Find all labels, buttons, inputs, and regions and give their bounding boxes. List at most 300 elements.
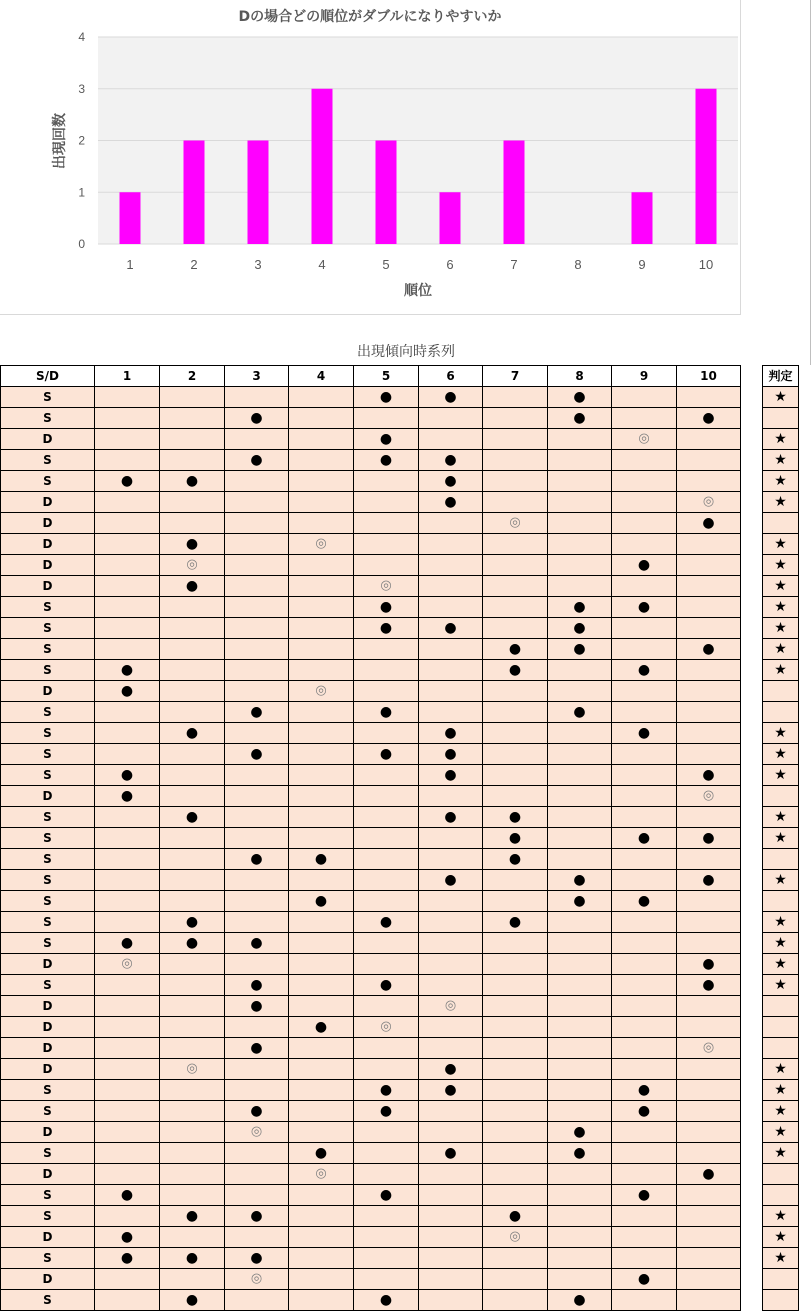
- rank-cell: ●: [95, 681, 160, 702]
- rank-cell: ●: [612, 1080, 677, 1101]
- x-tick-label: 10: [698, 257, 714, 272]
- judge-cell: ★: [763, 1248, 799, 1269]
- sd-cell: S: [1, 1290, 95, 1311]
- rank-cell: ●: [225, 933, 289, 954]
- rank-cell: [483, 555, 548, 576]
- rank-cell: [225, 513, 289, 534]
- rank-cell: [95, 891, 160, 912]
- rank-cell: [354, 513, 419, 534]
- rank-cell: [354, 1122, 419, 1143]
- rank-cell: [354, 1143, 419, 1164]
- rank-cell: ●: [483, 660, 548, 681]
- judge-cell: ★: [763, 807, 799, 828]
- sheet-border: [810, 0, 811, 365]
- sd-cell: S: [1, 1143, 95, 1164]
- judge-cell: ★: [763, 870, 799, 891]
- rank-cell: [483, 702, 548, 723]
- rank-cell: [289, 1248, 354, 1269]
- rank-cell: [289, 387, 354, 408]
- rank-cell: ●: [95, 1185, 160, 1206]
- judge-cell: ★: [763, 954, 799, 975]
- sd-cell: S: [1, 702, 95, 723]
- rank-cell: [354, 723, 419, 744]
- sd-cell: S: [1, 387, 95, 408]
- judge-cell: ★: [763, 1080, 799, 1101]
- sd-cell: S: [1, 660, 95, 681]
- judge-cell: ★: [763, 387, 799, 408]
- rank-cell: ●: [354, 1101, 419, 1122]
- rank-cell: ◎: [95, 954, 160, 975]
- table-row: [1, 744, 741, 765]
- rank-cell: [548, 975, 612, 996]
- rank-cell: ●: [289, 849, 354, 870]
- rank-cell: ●: [289, 1017, 354, 1038]
- rank-cell: [95, 1290, 160, 1311]
- rank-cell: [354, 828, 419, 849]
- rank-cell: ●: [612, 1101, 677, 1122]
- judge-cell: ★: [763, 912, 799, 933]
- rank-cell: [419, 1290, 483, 1311]
- rank-cell: [677, 1101, 741, 1122]
- rank-cell: [483, 1269, 548, 1290]
- judge-cell: ★: [763, 1101, 799, 1122]
- table-row: [1, 1185, 741, 1206]
- sd-cell: D: [1, 1059, 95, 1080]
- judge-cell: [763, 408, 799, 429]
- rank-cell: [289, 933, 354, 954]
- rank-cell: [95, 1122, 160, 1143]
- rank-cell: [160, 597, 225, 618]
- rank-cell: [612, 1017, 677, 1038]
- x-tick-label: 7: [510, 257, 518, 272]
- sd-cell: S: [1, 870, 95, 891]
- rank-cell: [548, 492, 612, 513]
- sd-cell: S: [1, 912, 95, 933]
- rank-cell: [419, 1227, 483, 1248]
- rank-cell: [548, 1269, 612, 1290]
- rank-cell: [419, 891, 483, 912]
- judge-cell: [763, 681, 799, 702]
- judge-cell: [763, 1185, 799, 1206]
- rank-cell: [419, 1206, 483, 1227]
- table-row: [1, 1143, 741, 1164]
- bar-chart: [0, 0, 740, 314]
- rank-cell: [160, 828, 225, 849]
- judge-cell: [763, 702, 799, 723]
- rank-cell: [160, 1269, 225, 1290]
- rank-cell: ●: [95, 660, 160, 681]
- rank-cell: [677, 387, 741, 408]
- rank-cell: [95, 1059, 160, 1080]
- rank-cell: ◎: [160, 555, 225, 576]
- rank-cell: [677, 1122, 741, 1143]
- rank-cell: [225, 534, 289, 555]
- table-row: [1, 513, 741, 534]
- rank-cell: [160, 975, 225, 996]
- y-tick-label: 1: [78, 185, 85, 200]
- rank-cell: [160, 492, 225, 513]
- judge-cell: [763, 1290, 799, 1311]
- judge-cell: ★: [763, 744, 799, 765]
- rank-cell: ●: [225, 1206, 289, 1227]
- rank-cell: [419, 954, 483, 975]
- rank-cell: [225, 660, 289, 681]
- rank-cell: [95, 828, 160, 849]
- rank-cell: [419, 639, 483, 660]
- rank-cell: [612, 1122, 677, 1143]
- sd-cell: D: [1, 1164, 95, 1185]
- table-row: [1, 1038, 741, 1059]
- rank-cell: [160, 681, 225, 702]
- rank-cell: [419, 408, 483, 429]
- rank-cell: [225, 1185, 289, 1206]
- rank-cell: [548, 1080, 612, 1101]
- table-header-row: [1, 366, 741, 387]
- rank-cell: ◎: [225, 1269, 289, 1290]
- rank-cell: ●: [483, 639, 548, 660]
- x-tick-label: 3: [254, 257, 262, 272]
- rank-cell: [419, 681, 483, 702]
- rank-cell: ●: [160, 576, 225, 597]
- judge-cell: ★: [763, 597, 799, 618]
- sd-cell: S: [1, 807, 95, 828]
- rank-cell: [95, 576, 160, 597]
- rank-cell: [289, 1206, 354, 1227]
- table-row: [1, 471, 741, 492]
- rank-cell: ●: [419, 723, 483, 744]
- rank-cell: [225, 1143, 289, 1164]
- sd-cell: S: [1, 933, 95, 954]
- rank-cell: ●: [612, 891, 677, 912]
- rank-cell: [225, 1164, 289, 1185]
- rank-cell: [289, 555, 354, 576]
- rank-cell: [548, 912, 612, 933]
- rank-cell: [160, 1122, 225, 1143]
- rank-cell: [354, 408, 419, 429]
- rank-cell: ●: [95, 471, 160, 492]
- rank-cell: [354, 786, 419, 807]
- rank-cell: [548, 1206, 612, 1227]
- rank-cell: ●: [612, 828, 677, 849]
- column-header: 8: [548, 366, 612, 387]
- rank-cell: [548, 954, 612, 975]
- rank-cell: [160, 1185, 225, 1206]
- rank-cell: [160, 1164, 225, 1185]
- sd-cell: S: [1, 849, 95, 870]
- rank-cell: ◎: [354, 576, 419, 597]
- rank-cell: [160, 450, 225, 471]
- rank-cell: ●: [419, 492, 483, 513]
- rank-cell: [677, 1269, 741, 1290]
- table-row: [1, 765, 741, 786]
- rank-cell: [289, 660, 354, 681]
- column-header: 2: [160, 366, 225, 387]
- rank-cell: [548, 1059, 612, 1080]
- rank-cell: [160, 765, 225, 786]
- sd-cell: S: [1, 723, 95, 744]
- table-row: [1, 996, 741, 1017]
- rank-cell: [95, 912, 160, 933]
- table-row: [1, 891, 741, 912]
- rank-cell: [677, 807, 741, 828]
- rank-cell: ●: [95, 765, 160, 786]
- rank-cell: [677, 576, 741, 597]
- rank-cell: [612, 996, 677, 1017]
- rank-cell: [289, 786, 354, 807]
- rank-cell: [95, 1164, 160, 1185]
- rank-cell: [612, 849, 677, 870]
- rank-cell: [677, 891, 741, 912]
- rank-cell: ●: [160, 534, 225, 555]
- column-header: 5: [354, 366, 419, 387]
- rank-cell: [419, 702, 483, 723]
- rank-cell: [419, 513, 483, 534]
- rank-cell: [95, 1206, 160, 1227]
- rank-cell: ●: [419, 1143, 483, 1164]
- rank-cell: [95, 408, 160, 429]
- rank-cell: [419, 597, 483, 618]
- table-row: [1, 429, 741, 450]
- rank-cell: [419, 555, 483, 576]
- sd-cell: D: [1, 1038, 95, 1059]
- rank-cell: [95, 1269, 160, 1290]
- rank-cell: [612, 1227, 677, 1248]
- bar: [632, 192, 653, 244]
- column-header: 7: [483, 366, 548, 387]
- rank-cell: ●: [225, 450, 289, 471]
- rank-cell: ●: [354, 387, 419, 408]
- rank-cell: [483, 471, 548, 492]
- rank-cell: [548, 744, 612, 765]
- rank-cell: [354, 555, 419, 576]
- rank-cell: [548, 786, 612, 807]
- rank-cell: ●: [289, 891, 354, 912]
- rank-cell: [354, 1164, 419, 1185]
- rank-cell: [225, 1227, 289, 1248]
- rank-cell: [677, 1059, 741, 1080]
- sd-cell: D: [1, 513, 95, 534]
- rank-cell: [289, 429, 354, 450]
- rank-cell: [225, 870, 289, 891]
- rank-cell: ●: [354, 1290, 419, 1311]
- rank-cell: ●: [160, 1290, 225, 1311]
- rank-cell: [548, 660, 612, 681]
- rank-cell: [677, 618, 741, 639]
- rank-cell: [419, 912, 483, 933]
- bar: [504, 141, 525, 245]
- rank-cell: [483, 1080, 548, 1101]
- rank-cell: [354, 471, 419, 492]
- x-tick-label: 1: [126, 257, 134, 272]
- rank-cell: [612, 1206, 677, 1227]
- rank-cell: [548, 1248, 612, 1269]
- rank-cell: [548, 534, 612, 555]
- rank-cell: [612, 450, 677, 471]
- rank-cell: [483, 723, 548, 744]
- rank-cell: [95, 387, 160, 408]
- sd-cell: D: [1, 1122, 95, 1143]
- rank-cell: [225, 1017, 289, 1038]
- judge-cell: ★: [763, 828, 799, 849]
- rank-cell: [354, 639, 419, 660]
- rank-cell: ●: [354, 912, 419, 933]
- rank-cell: [483, 681, 548, 702]
- judge-cell: ★: [763, 975, 799, 996]
- rank-cell: [612, 681, 677, 702]
- table-row: [1, 1206, 741, 1227]
- rank-cell: [95, 807, 160, 828]
- table-row: [1, 828, 741, 849]
- rank-cell: [225, 387, 289, 408]
- rank-cell: ●: [612, 660, 677, 681]
- rank-cell: ●: [95, 933, 160, 954]
- table-row: [1, 1059, 741, 1080]
- rank-cell: [160, 849, 225, 870]
- x-tick-label: 6: [446, 257, 454, 272]
- sd-cell: D: [1, 681, 95, 702]
- rank-cell: ●: [677, 954, 741, 975]
- column-header: 1: [95, 366, 160, 387]
- rank-cell: [612, 870, 677, 891]
- rank-cell: ●: [354, 1185, 419, 1206]
- rank-cell: [160, 618, 225, 639]
- bar: [184, 141, 205, 245]
- x-tick-label: 2: [190, 257, 198, 272]
- rank-cell: ◎: [289, 681, 354, 702]
- rank-cell: [95, 723, 160, 744]
- rank-cell: [483, 534, 548, 555]
- judge-cell: [763, 1017, 799, 1038]
- rank-cell: [95, 492, 160, 513]
- rank-cell: [483, 870, 548, 891]
- rank-cell: [354, 996, 419, 1017]
- rank-cell: ●: [548, 618, 612, 639]
- rank-cell: ●: [483, 807, 548, 828]
- sd-cell: S: [1, 618, 95, 639]
- table-row: [1, 618, 741, 639]
- rank-cell: [289, 471, 354, 492]
- rank-cell: [548, 1227, 612, 1248]
- rank-cell: [95, 1038, 160, 1059]
- rank-cell: ◎: [677, 492, 741, 513]
- rank-cell: [677, 996, 741, 1017]
- rank-cell: [419, 828, 483, 849]
- rank-cell: [677, 723, 741, 744]
- rank-cell: ●: [419, 450, 483, 471]
- rank-cell: [677, 471, 741, 492]
- sd-cell: S: [1, 891, 95, 912]
- rank-cell: [677, 534, 741, 555]
- rank-cell: [548, 471, 612, 492]
- rank-cell: ●: [95, 786, 160, 807]
- column-header: 3: [225, 366, 289, 387]
- rank-cell: [225, 1290, 289, 1311]
- rank-cell: [95, 534, 160, 555]
- rank-cell: [289, 765, 354, 786]
- table-row: [1, 576, 741, 597]
- rank-cell: [289, 807, 354, 828]
- rank-cell: [354, 870, 419, 891]
- sd-cell: S: [1, 765, 95, 786]
- rank-cell: [677, 849, 741, 870]
- rank-cell: [160, 408, 225, 429]
- judge-cell: [763, 891, 799, 912]
- rank-cell: [483, 492, 548, 513]
- bar: [440, 192, 461, 244]
- rank-cell: [612, 765, 677, 786]
- table-row: [1, 660, 741, 681]
- rank-cell: [289, 744, 354, 765]
- judge-cell: ★: [763, 450, 799, 471]
- rank-cell: [548, 765, 612, 786]
- rank-cell: [160, 429, 225, 450]
- rank-cell: [225, 954, 289, 975]
- rank-cell: [677, 744, 741, 765]
- rank-cell: [354, 765, 419, 786]
- rank-cell: [160, 1101, 225, 1122]
- rank-cell: [289, 1122, 354, 1143]
- rank-cell: [677, 1227, 741, 1248]
- sd-cell: S: [1, 1206, 95, 1227]
- rank-cell: [354, 1248, 419, 1269]
- rank-cell: [289, 975, 354, 996]
- judge-cell: [763, 996, 799, 1017]
- rank-cell: [354, 492, 419, 513]
- rank-cell: [289, 912, 354, 933]
- rank-cell: [677, 1080, 741, 1101]
- rank-cell: [95, 996, 160, 1017]
- rank-cell: ●: [354, 975, 419, 996]
- column-header: 9: [612, 366, 677, 387]
- rank-cell: ●: [225, 702, 289, 723]
- rank-cell: ●: [548, 597, 612, 618]
- rank-cell: [289, 702, 354, 723]
- bar: [376, 141, 397, 245]
- rank-cell: [95, 849, 160, 870]
- rank-cell: [95, 450, 160, 471]
- rank-cell: [289, 828, 354, 849]
- rank-cell: ●: [677, 408, 741, 429]
- rank-cell: ●: [677, 975, 741, 996]
- chart-title: Dの場合どの順位がダブルになりやすいか: [238, 9, 502, 25]
- rank-cell: [548, 996, 612, 1017]
- rank-cell: ◎: [483, 1227, 548, 1248]
- rank-cell: [483, 597, 548, 618]
- x-tick-label: 8: [574, 257, 582, 272]
- judge-cell: ★: [763, 1122, 799, 1143]
- rank-cell: [160, 513, 225, 534]
- sd-cell: D: [1, 1227, 95, 1248]
- rank-cell: ◎: [160, 1059, 225, 1080]
- rank-cell: [548, 1185, 612, 1206]
- table-row: [1, 555, 741, 576]
- rank-cell: [354, 849, 419, 870]
- rank-cell: ●: [160, 1206, 225, 1227]
- rank-cell: ●: [419, 1059, 483, 1080]
- rank-cell: [419, 786, 483, 807]
- rank-cell: [354, 1038, 419, 1059]
- rank-cell: ●: [354, 429, 419, 450]
- judge-cell: ★: [763, 1143, 799, 1164]
- judge-header: 判定: [763, 366, 799, 387]
- rank-cell: [548, 513, 612, 534]
- judge-cell: [763, 1269, 799, 1290]
- sd-cell: S: [1, 744, 95, 765]
- bar: [312, 89, 333, 244]
- table-row: [1, 849, 741, 870]
- rank-cell: [354, 891, 419, 912]
- rank-cell: [612, 1290, 677, 1311]
